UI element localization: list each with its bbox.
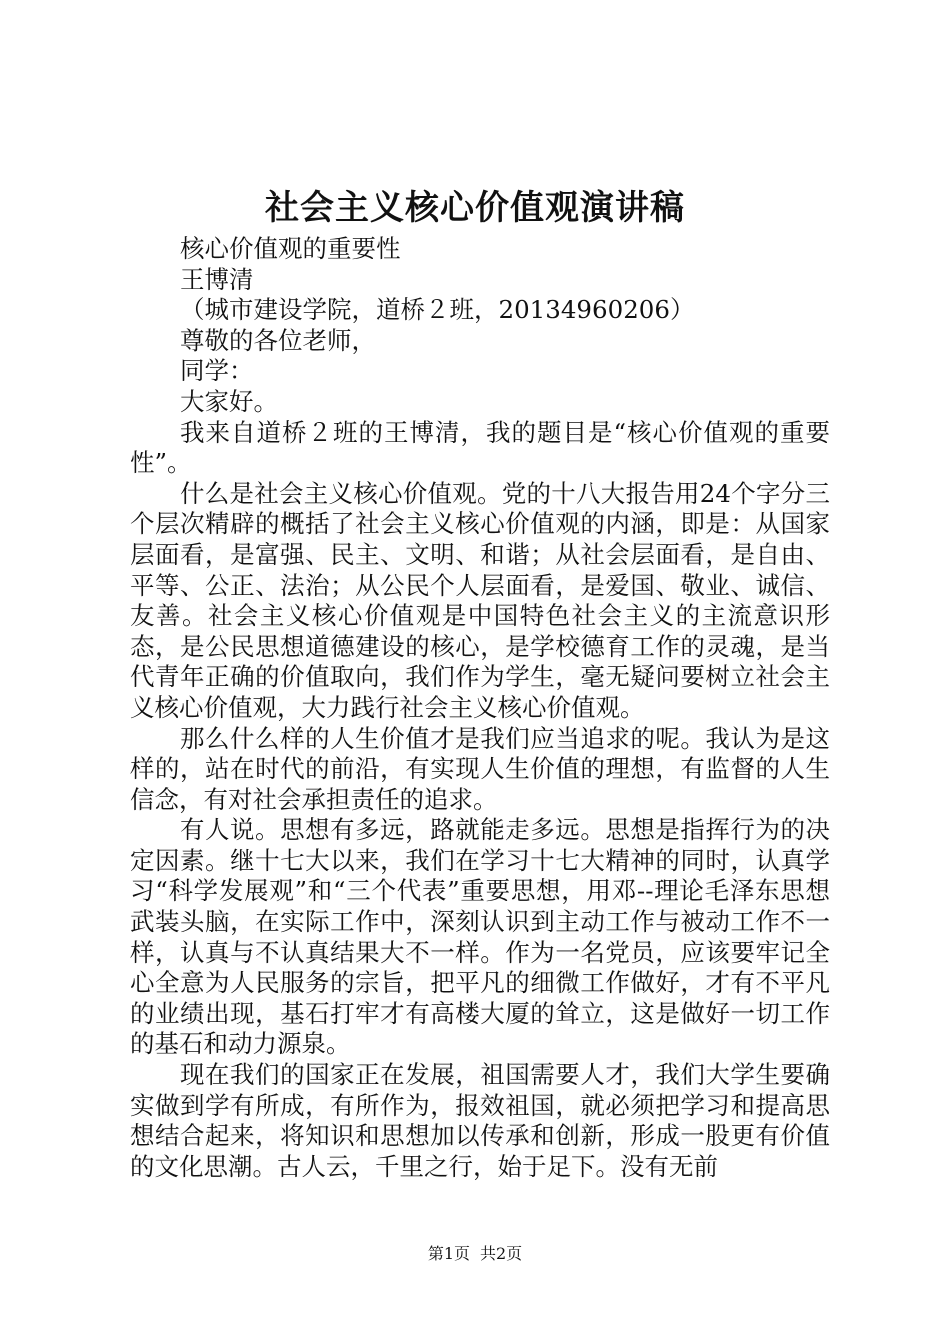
speech-subtitle: 核心价值观的重要性	[180, 234, 401, 263]
page-footer	[0, 1243, 950, 1265]
paragraph: 有人说。思想有多远，路就能走多远。思想是指挥行为的决定因素。继十七大以来，我们在学习十七大精神的同时，认真学习“科学发展观”和“三个代表”重要思想，用邓--理论毛泽东思想武装头脑，在实际工作中，深刻认识到主动工作与被动工作不一样，认真与不认真结果大不一样。作为一名党员，应该要牢记全心全意为人民服务的宗旨，把平凡的细微工作做好，才有不平凡的业绩出现，基石打牢才有高楼大厦的耸立，这是做好一切工作的基石和动力源泉。	[130, 815, 830, 1059]
paragraph: 我来自道桥２班的王博清，我的题目是“核心价值观的重要性”。	[130, 417, 830, 478]
salutation-students: 同学：	[180, 356, 254, 386]
salutation-teachers: 尊敬的各位老师，	[180, 325, 376, 355]
document-body	[130, 234, 830, 1182]
paragraph: 现在我们的国家正在发展，祖国需要人才，我们大学生要确实做到学有所成，有所作为，报效祖国，就必须把学习和提高思想结合起来，将知识和思想加以传承和创新，形成一股更有价值的文化思潮。古人云，千里之行，始于足下。没有无前	[130, 1060, 830, 1181]
paragraph: 那么什么样的人生价值才是我们应当追求的呢。我认为是这样的，站在时代的前沿，有实现人生价值的理想，有监督的人生信念，有对社会承担责任的追求。	[130, 723, 830, 814]
page-number: 第1页	[427, 1244, 470, 1263]
document-title: 社会主义核心价值观演讲稿	[265, 188, 685, 228]
author-name: 王博清	[180, 264, 254, 294]
paragraph: 什么是社会主义核心价值观。党的十八大报告用24个字分三个层次精辟的概括了社会主义核心价值观的内涵，即是：从国家层面看，是富强、民主、文明、和谐；从社会层面看，是自由、平等、公正、法治；从公民个人层面看，是爱国、敬业、诚信、友善。社会主义核心价值观是中国特色社会主义的主流意识形态，是公民思想道德建设的核心，是学校德育工作的灵魂，是当代青年正确的价值取向，我们作为学生，毫无疑问要树立社会主义核心价值观，大力践行社会主义核心价值观。	[130, 478, 830, 722]
author-affiliation: （城市建设学院，道桥２班，20134960206）	[180, 295, 695, 325]
page-total: 共2页	[480, 1244, 523, 1263]
greeting: 大家好。	[180, 386, 278, 416]
